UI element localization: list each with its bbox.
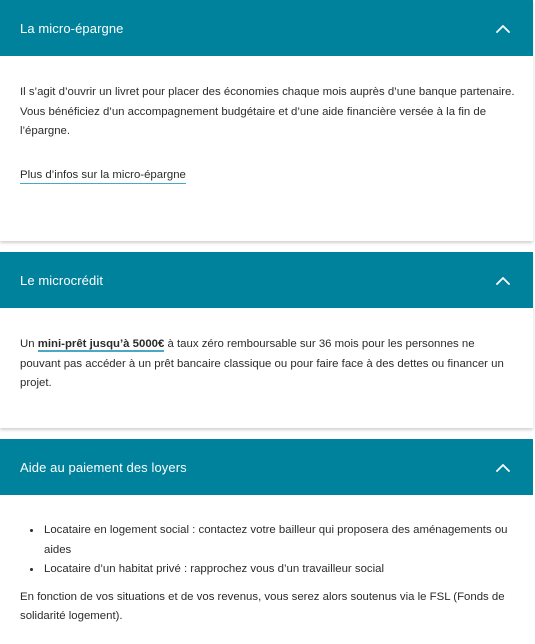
accordion-header-microcredit[interactable]: [0, 252, 533, 308]
bullet-list: [20, 521, 515, 580]
list-item: • Locataire d’un habitat privé : rapprochez vous d’un travailleur social: [42, 560, 515, 580]
section-paragraph: En fonction de vos situations et de vos revenus, vous serez alors soutenus via le FSL (Fonds de solidarité logement).: [20, 590, 505, 622]
accordion-header-aide-loyers[interactable]: [0, 439, 533, 495]
accordion-content: [0, 308, 533, 394]
accordion-header-micro-epargne[interactable]: [0, 0, 533, 56]
chevron-up-icon[interactable]: [495, 459, 511, 475]
accordion-aide-loyers: [0, 439, 533, 644]
chevron-up-icon[interactable]: [495, 20, 511, 36]
accordion-title: Le microcrédit: [20, 272, 104, 288]
section-paragraph: Il s’agit d’ouvrir un livret pour placer des économies chaque mois auprès d’une banque partenaire. Vous bénéficiez d’un accompagnement budgétaire et d’une aide financière versée à la fin de l’épargne.: [20, 86, 515, 137]
text-before-link: Un: [20, 338, 38, 350]
accordion-title: La micro-épargne: [20, 20, 124, 36]
accordion-microcredit: [0, 252, 533, 428]
section-paragraph: [20, 335, 515, 394]
text-after-link: à taux zéro remboursable sur 36 mois pour les personnes ne pouvant pas accéder à un prêt bancaire classique ou pour faire face à des dettes ou financer un projet.: [20, 338, 504, 389]
accordion-micro-epargne: [0, 0, 533, 241]
list-item: • Locataire en logement social : contactez votre bailleur qui proposera des aménagements ou aides: [42, 521, 515, 560]
accordion-content: [0, 495, 533, 627]
chevron-up-icon[interactable]: [495, 272, 511, 288]
accordion-content: [0, 56, 533, 185]
mini-pret-link[interactable]: mini-prêt jusqu’à 5000€: [37, 338, 165, 350]
micro-epargne-info-link[interactable]: Plus d’infos sur la micro-épargne: [20, 168, 186, 184]
accordion-title: Aide au paiement des loyers: [20, 459, 187, 475]
